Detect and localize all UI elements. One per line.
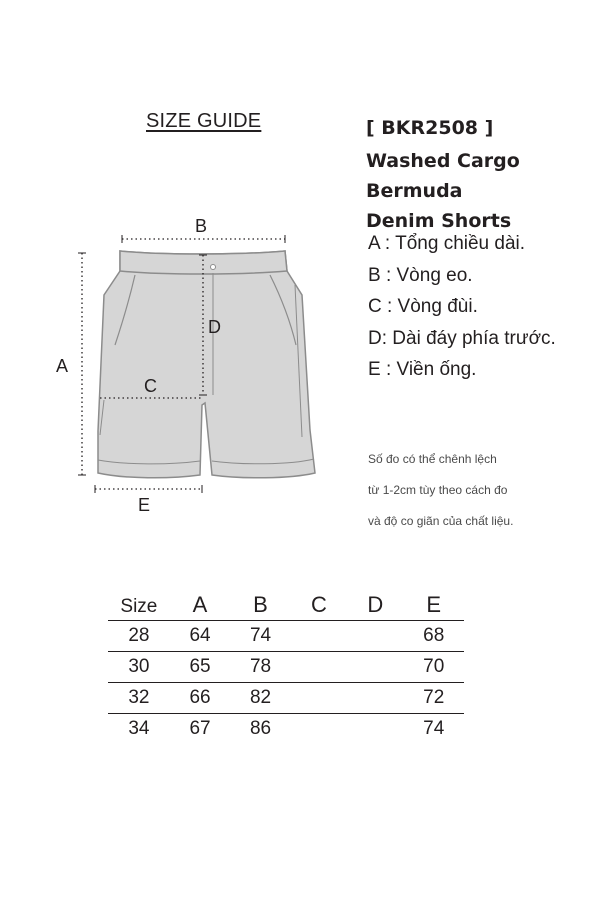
table-cell (291, 683, 347, 714)
table-cell: 65 (170, 652, 230, 683)
table-cell (347, 652, 403, 683)
measure-b (122, 216, 285, 243)
measure-e (95, 485, 202, 515)
legend-item-b: B : Vòng eo. (368, 264, 473, 286)
legend-item-c: C : Vòng đùi. (368, 296, 478, 317)
size-table (108, 584, 464, 744)
legend-item-a: A : Tổng chiều dài. (368, 233, 526, 254)
table-cell: 72 (404, 683, 465, 714)
label-a: A (56, 356, 69, 376)
table-cell (347, 714, 403, 745)
table-cell (291, 621, 347, 652)
product-code: [ BKR2508 ] (366, 117, 494, 139)
table-row (108, 714, 464, 745)
waistband (120, 251, 287, 274)
product-name (366, 146, 600, 236)
product-name-line-2: Denim Shorts (366, 210, 512, 232)
table-cell: 70 (404, 652, 465, 683)
label-b: B (195, 216, 208, 236)
header-size: Size (120, 596, 158, 617)
measurement-legend (368, 228, 556, 386)
table-row (108, 683, 464, 714)
table-cell (347, 621, 403, 652)
table-cell (291, 652, 347, 683)
table-cell: 28 (108, 621, 170, 652)
table-cell: 30 (108, 652, 170, 683)
label-c: C (144, 376, 157, 396)
waist-button (211, 265, 216, 270)
legend-item-e: E : Viền ống. (368, 359, 477, 380)
measurement-note (368, 444, 588, 537)
header-c: C (310, 592, 327, 617)
shorts-outline (98, 251, 315, 478)
table-cell: 82 (230, 683, 290, 714)
table-cell: 34 (108, 714, 170, 745)
table-row (108, 652, 464, 683)
shorts-measurement-diagram (40, 205, 340, 525)
table-cell: 78 (230, 652, 290, 683)
legend-item-d: D: Dài đáy phía trước. (368, 327, 556, 349)
table-header-row (108, 584, 464, 621)
note-line-2: từ 1-2cm tùy theo cách đo (368, 483, 508, 497)
shorts-illustration (98, 251, 315, 478)
table-row (108, 621, 464, 652)
table-cell: 86 (230, 714, 290, 745)
table-cell: 74 (230, 621, 290, 652)
table-cell (291, 714, 347, 745)
table-cell: 66 (170, 683, 230, 714)
table-cell: 68 (404, 621, 465, 652)
header-b: B (253, 592, 268, 617)
header-d: D (367, 592, 384, 617)
label-d: D (208, 317, 221, 337)
header-e: E (426, 592, 442, 617)
note-line-1: Số đo có thể chênh lệch (368, 452, 497, 466)
header-a: A (192, 592, 208, 617)
product-name-line-1: Washed Cargo Bermuda (366, 150, 520, 202)
measure-a (56, 253, 86, 475)
note-line-3: và độ co giãn của chất liệu. (368, 514, 514, 528)
size-guide-title: SIZE GUIDE (146, 110, 262, 132)
table-cell: 64 (170, 621, 230, 652)
table-cell: 32 (108, 683, 170, 714)
label-e: E (138, 495, 151, 515)
table-cell: 74 (404, 714, 465, 745)
table-cell: 67 (170, 714, 230, 745)
table-cell (347, 683, 403, 714)
